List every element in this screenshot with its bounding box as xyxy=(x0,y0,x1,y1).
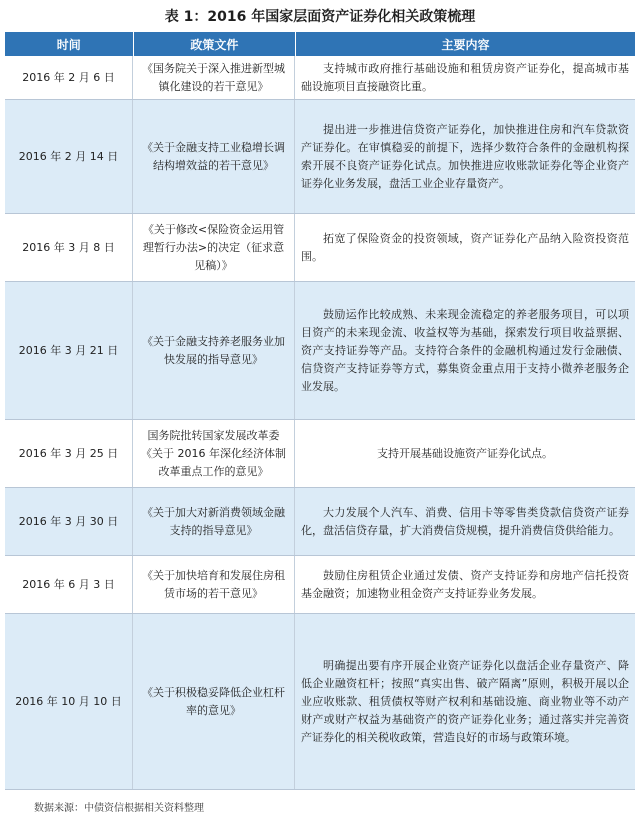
date-cell: 2016 年 3 月 8 日 xyxy=(5,214,133,281)
content-cell: 大力发展个人汽车、消费、信用卡等零售类贷款信贷资产证券化，盘活信贷存量，扩大消费信贷规模，提升消费信贷供给能力。 xyxy=(301,505,629,537)
table-title: 表 1：2016 年国家层面资产证券化相关政策梳理 xyxy=(164,9,476,25)
table-row xyxy=(5,420,635,488)
date-cell: 2016 年 3 月 25 日 xyxy=(5,420,133,487)
content-cell: 拓宽了保险资金的投资领域，资产证券化产品纳入险资投资范围。 xyxy=(301,231,629,263)
policy-cell: 《关于金融支持工业稳增长调结构增效益的若干意见》 xyxy=(133,100,295,213)
header-date: 时间 xyxy=(5,32,134,56)
table-body xyxy=(5,56,635,790)
policy-cell: 国务院批转国家发展改革委《关于 2016 年深化经济体制改革重点工作的意见》 xyxy=(133,420,295,487)
date-cell: 2016 年 2 月 6 日 xyxy=(5,56,133,99)
content-cell: 明确提出要有序开展企业资产证券化以盘活企业存量资产、降低企业融资杠杆；按照“真实出售、破产隔离”原则，积极开展以企业应收账款、租赁债权等财产权利和基础设施、商业物业等不动产财产或财产权益为基础资产的资产证券化业务；通过落实并完善资产证券化的相关税收政策，营造良好的市场与政策环境。 xyxy=(301,658,629,744)
content-cell: 提出进一步推进信贷资产证券化，加快推进住房和汽车贷款资产证券化。在审慎稳妥的前提下，选择少数符合条件的金融机构探索开展不良资产证券化试点。加快推进应收账款证券化等企业资产证券化业务发展，盘活工业企业存量资产。 xyxy=(301,122,629,190)
date-cell: 2016 年 3 月 30 日 xyxy=(5,488,133,555)
policy-cell: 《关于加快培育和发展住房租赁市场的若干意见》 xyxy=(133,556,295,613)
header-main-content: 主要内容 xyxy=(441,37,490,52)
table-row xyxy=(5,556,635,614)
data-source-note: 数据来源：中债资信根据相关资料整理 xyxy=(34,803,204,814)
content-cell: 支持开展基础设施资产证券化试点。 xyxy=(377,446,553,460)
policy-cell: 《关于修改<保险资金运用管理暂行办法>的决定（征求意见稿）》 xyxy=(133,214,295,281)
content-cell: 鼓励住房租赁企业通过发债、资产支持证券和房地产信托投资基金融资；加速物业租金资产支持证券业务发展。 xyxy=(301,568,629,600)
content-cell: 鼓励运作比较成熟、未来现金流稳定的养老服务项目，可以项目资产的未来现金流、收益权等为基础，探索发行项目收益票据、资产支持证券等产品。支持符合条件的金融机构通过发行金融债、信贷资产支持证券等方式，募集资金重点用于支持小微养老服务企业发展。 xyxy=(301,307,629,393)
policy-cell: 《关于加大对新消费领域金融支持的指导意见》 xyxy=(133,488,295,555)
policy-cell: 《关于金融支持养老服务业加快发展的指导意见》 xyxy=(133,282,295,419)
policy-cell: 《关于积极稳妥降低企业杠杆率的意见》 xyxy=(133,614,295,789)
date-cell: 2016 年 6 月 3 日 xyxy=(5,556,133,613)
header-policy-document: 政策文件 xyxy=(134,32,296,56)
table-row xyxy=(5,214,635,282)
date-cell: 2016 年 2 月 14 日 xyxy=(5,100,133,213)
table-row xyxy=(5,488,635,556)
policy-cell: 《国务院关于深入推进新型城镇化建设的若干意见》 xyxy=(133,56,295,99)
table-header xyxy=(5,32,635,56)
table-row xyxy=(5,56,635,100)
table-row xyxy=(5,282,635,420)
date-cell: 2016 年 10 月 10 日 xyxy=(5,614,133,789)
date-cell: 2016 年 3 月 21 日 xyxy=(5,282,133,419)
content-cell: 支持城市政府推行基础设施和租赁房资产证券化，提高城市基础设施项目直接融资比重。 xyxy=(301,61,629,93)
table-row xyxy=(5,614,635,790)
table-row xyxy=(5,100,635,214)
